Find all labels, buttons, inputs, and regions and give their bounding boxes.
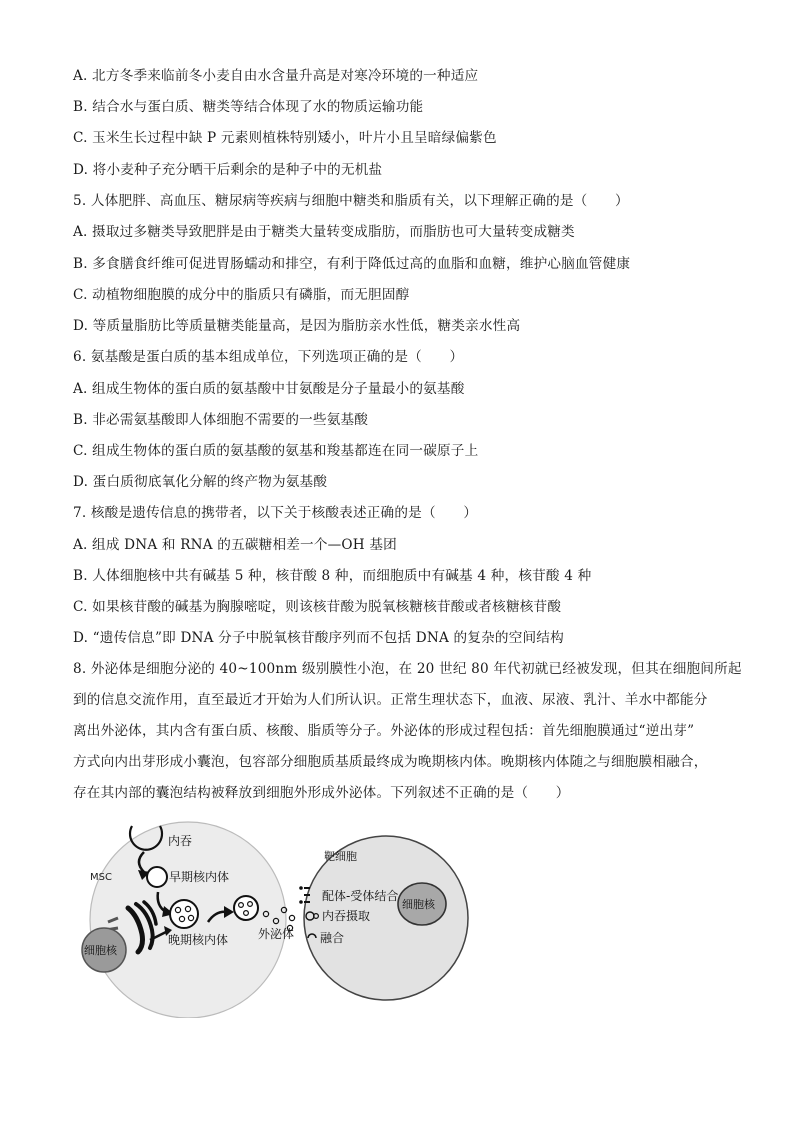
- q8-stem: [73, 654, 742, 809]
- q8-line-4: 方式向内出芽形成小囊泡，包容部分细胞质基质最终成为晚期核内体。晚期核内体随之与细胞膜相融合，: [73, 754, 708, 770]
- q8-line-2: 到的信息交流作用，直至最近才开始为人们所认识。正常生理状态下，血液、尿液、乳汁、羊水中都能分: [73, 692, 708, 708]
- early-endosome: [147, 867, 167, 887]
- q8-line-3: 离出外泌体，其内含有蛋白质、核酸、脂质等分子。外泌体的形成过程包括：首先细胞膜通过“逆出芽”: [73, 723, 695, 739]
- q4-option-a: A. 北方冬季来临前冬小麦自由水含量升高是对寒冷环境的一种适应: [73, 68, 479, 84]
- fusing-endosome: [234, 896, 258, 920]
- label-target-cell: 靶细胞: [324, 850, 357, 863]
- label-ligand-receptor: 配体-受体结合: [322, 889, 399, 903]
- q7-option-b: B. 人体细胞核中共有碱基 5 种，核苷酸 8 种，而细胞质中有碱基 4 种，核苷酸 4 种: [73, 568, 592, 584]
- label-msc: MSC: [90, 872, 112, 883]
- q5-option-c: C. 动植物细胞膜的成分中的脂质只有磷脂，而无胆固醇: [73, 287, 410, 303]
- q4-option-d: D. 将小麦种子充分晒干后剩余的是种子中的无机盐: [73, 162, 383, 178]
- q4-option-c: C. 玉米生长过程中缺 P 元素则植株特别矮小，叶片小且呈暗绿偏紫色: [73, 130, 497, 146]
- q7-option-c: C. 如果核苷酸的碱基为胸腺嘧啶，则该核苷酸为脱氧核糖核苷酸或者核糖核苷酸: [73, 599, 562, 615]
- q7-option-a: A. 组成 DNA 和 RNA 的五碳糖相差一个—OH 基团: [73, 537, 397, 553]
- label-late-endosome: 晚期核内体: [168, 933, 229, 947]
- exosome-diagram: [70, 818, 490, 1018]
- q5-stem: 5. 人体肥胖、高血压、糖尿病等疾病与细胞中糖类和脂质有关，以下理解正确的是（ ）: [73, 193, 629, 209]
- bound-ligand: [299, 886, 303, 890]
- label-nucleus-right: 细胞核: [402, 898, 435, 911]
- q8-line-1: 8. 外泌体是细胞分泌的 40~100nm 级别膜性小泡，在 20 世纪 80 年代初就已经被发现，但其在细胞间所起: [73, 661, 742, 677]
- q8-line-5: 存在其内部的囊泡结构被释放到细胞外形成外泌体。下列叙述不正确的是（ ）: [73, 785, 570, 801]
- label-exosome: 外泌体: [258, 927, 295, 941]
- exosome: [289, 915, 294, 920]
- q4-option-b: B. 结合水与蛋白质、糖类等结合体现了水的物质运输功能: [73, 99, 424, 115]
- label-uptake: 内吞摄取: [322, 909, 371, 923]
- bound-ligand: [299, 900, 303, 904]
- late-endosome: [170, 900, 198, 928]
- q7-option-d: D. “遗传信息”即 DNA 分子中脱氧核苷酸序列而不包括 DNA 的复杂的空间结构: [73, 630, 564, 646]
- q6-option-d: D. 蛋白质彻底氧化分解的终产物为氨基酸: [73, 474, 328, 490]
- q6-option-b: B. 非必需氨基酸即人体细胞不需要的一些氨基酸: [73, 412, 369, 428]
- q6-option-a: A. 组成生物体的蛋白质的氨基酸中甘氨酸是分子量最小的氨基酸: [73, 381, 465, 397]
- label-early-endosome: 早期核内体: [169, 870, 230, 884]
- q5-option-d: D. 等质量脂肪比等质量糖类能量高，是因为脂肪亲水性低，糖类亲水性高: [73, 318, 521, 334]
- q7-stem: 7. 核酸是遗传信息的携带者，以下关于核酸表述正确的是（ ）: [73, 505, 478, 521]
- q6-stem: 6. 氨基酸是蛋白质的基本组成单位，下列选项正确的是（ ）: [73, 349, 464, 365]
- label-fusion: 融合: [320, 931, 345, 945]
- q5-option-b: B. 多食膳食纤维可促进胃肠蠕动和排空，有利于降低过高的血脂和血糖，维护心脑血管健康: [73, 256, 631, 272]
- q6-option-c: C. 组成生物体的蛋白质的氨基酸的氨基和羧基都连在同一碳原子上: [73, 443, 479, 459]
- label-endocytosis: 内吞: [168, 834, 193, 848]
- label-nucleus-left: 细胞核: [84, 944, 117, 957]
- q5-option-a: A. 摄取过多糖类导致肥胖是由于糖类大量转变成脂肪，而脂肪也可大量转变成糖类: [73, 224, 575, 240]
